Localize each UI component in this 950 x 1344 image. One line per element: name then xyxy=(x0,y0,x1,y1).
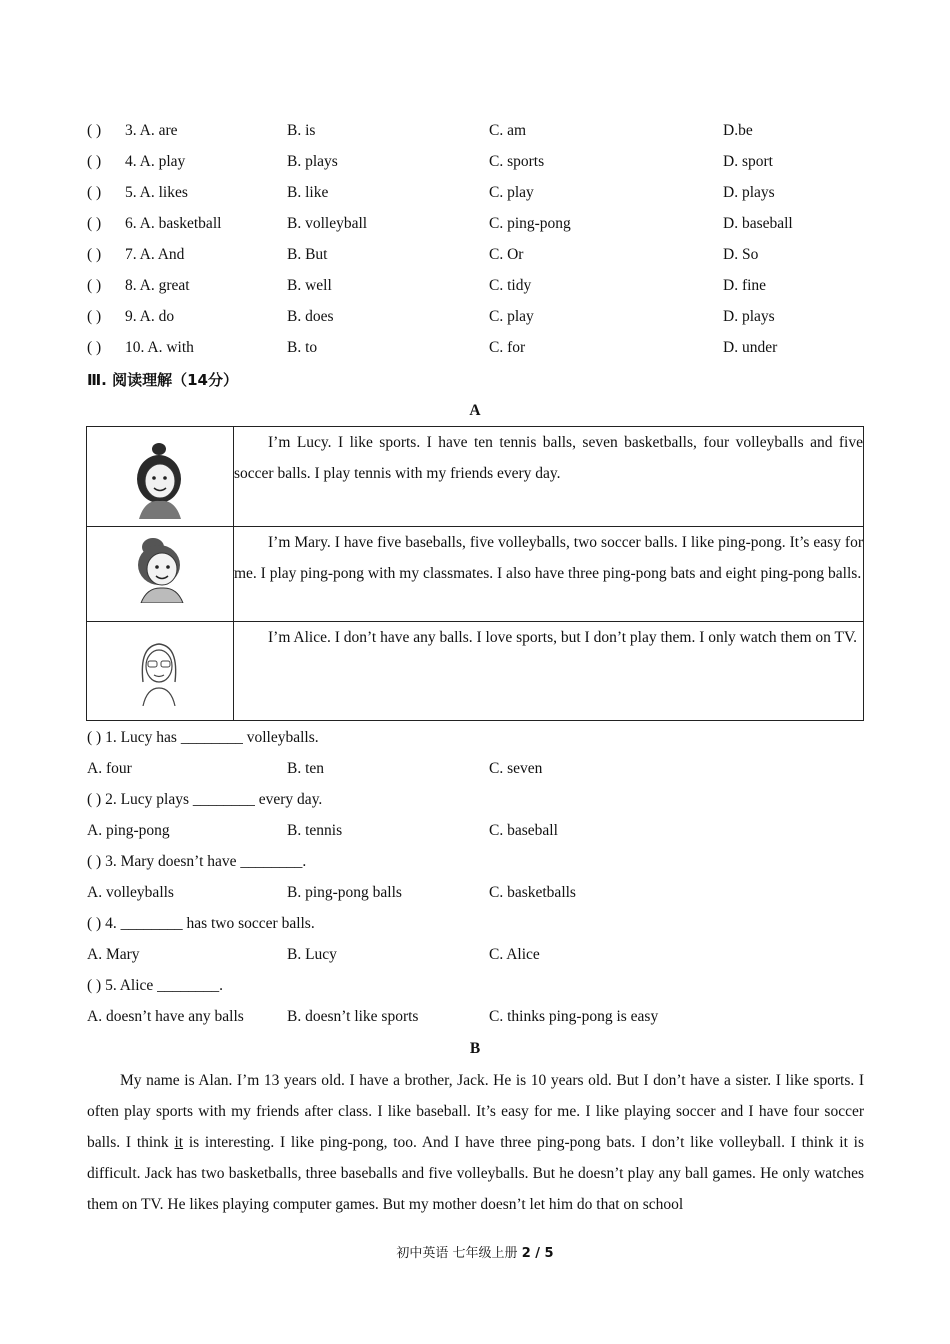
option-b: B. Lucy xyxy=(287,946,337,963)
option-b: B. like xyxy=(287,184,329,201)
passage-b-part1: My name is Alan. I’m 13 years old. I have a brother, Jack. He is 10 years old. But I don’t have a sister. I like sports. I often play sports with my friends after class. I like baseball. It’s easy for me. I like playing soccer and I have four soccer balls. I think xyxy=(87,1072,864,1151)
question-stem: ( ) 4. ________ has two soccer balls. xyxy=(87,915,315,932)
option-a: 8. A. great xyxy=(125,277,190,294)
table-row xyxy=(87,427,864,527)
option-a: 7. A. And xyxy=(125,246,185,263)
option-d: D. sport xyxy=(723,153,773,170)
section-title: Ⅲ. 阅读理解（14分） xyxy=(87,371,238,389)
option-c: C. thinks ping-pong is easy xyxy=(489,1008,659,1025)
lucy-text: I’m Lucy. I like sports. I have ten tennis balls, seven basketballs, four volleyballs and five soccer balls. I play tennis with my friends every day. xyxy=(234,427,864,527)
option-b: B. well xyxy=(287,277,332,294)
option-a: A. volleyballs xyxy=(87,884,174,901)
option-c: C. seven xyxy=(489,760,543,777)
question-options xyxy=(87,758,867,780)
footer-label: 初中英语 七年级上册 xyxy=(396,1246,518,1261)
cloze-row xyxy=(87,151,867,173)
option-b: B. doesn’t like sports xyxy=(287,1008,419,1025)
option-c: C. ping-pong xyxy=(489,215,571,232)
option-b: B. to xyxy=(287,339,318,356)
option-a: A. doesn’t have any balls xyxy=(87,1008,244,1025)
passage-b-title: B xyxy=(469,1040,481,1057)
question-options xyxy=(87,820,867,842)
option-a: 10. A. with xyxy=(125,339,194,356)
option-b: B. But xyxy=(287,246,328,263)
underlined-word: it xyxy=(174,1134,184,1151)
option-a: A. four xyxy=(87,760,132,777)
cloze-row xyxy=(87,244,867,266)
question-stem: ( ) 2. Lucy plays ________ every day. xyxy=(87,791,323,808)
question-options xyxy=(87,882,867,904)
page-footer xyxy=(0,1244,950,1264)
option-a: 5. A. likes xyxy=(125,184,188,201)
option-d: D. fine xyxy=(723,277,767,294)
mary-text: I’m Mary. I have five baseballs, five volleyballs, two soccer balls. I like ping-pong. It’s easy for me. I play ping-pong with my classmates. I also have three ping-pong bats and eight ping-pong balls. xyxy=(234,527,864,622)
question-options xyxy=(87,1006,867,1028)
option-a: A. Mary xyxy=(87,946,140,963)
page-number: 2 / 5 xyxy=(521,1246,554,1261)
cloze-row xyxy=(87,337,867,359)
option-c: C. sports xyxy=(489,153,545,170)
option-a: 3. A. are xyxy=(125,122,178,139)
option-d: D.be xyxy=(723,122,753,139)
option-c: C. play xyxy=(489,308,534,325)
cloze-row xyxy=(87,182,867,204)
cloze-row xyxy=(87,213,867,235)
passage-b-text xyxy=(87,1065,864,1220)
answer-blank: ( ) xyxy=(87,308,102,325)
answer-blank: ( ) xyxy=(87,339,102,356)
mary-picture-cell xyxy=(87,527,234,622)
table-row xyxy=(87,622,864,721)
lucy-portrait-icon xyxy=(125,435,195,519)
option-d: D. plays xyxy=(723,308,775,325)
option-b: B. is xyxy=(287,122,316,139)
alice-text: I’m Alice. I don’t have any balls. I love sports, but I don’t play them. I only watch them on TV. xyxy=(234,622,864,721)
cloze-row xyxy=(87,120,867,142)
option-c: C. for xyxy=(489,339,526,356)
option-d: D. under xyxy=(723,339,778,356)
passage-a-table xyxy=(86,426,864,721)
passage-a-title: A xyxy=(469,402,481,419)
option-b: B. plays xyxy=(287,153,338,170)
option-c: C. baseball xyxy=(489,822,558,839)
option-b: B. ping-pong balls xyxy=(287,884,402,901)
option-b: B. does xyxy=(287,308,334,325)
option-a: 4. A. play xyxy=(125,153,186,170)
option-b: B. ten xyxy=(287,760,325,777)
answer-blank: ( ) xyxy=(87,153,102,170)
option-c: C. Or xyxy=(489,246,524,263)
option-d: D. plays xyxy=(723,184,775,201)
cloze-row xyxy=(87,306,867,328)
answer-blank: ( ) xyxy=(87,277,102,294)
question-stem: ( ) 3. Mary doesn’t have ________. xyxy=(87,853,307,870)
table-row xyxy=(87,527,864,622)
option-c: C. basketballs xyxy=(489,884,576,901)
mary-portrait-icon xyxy=(125,533,195,603)
alice-portrait-icon xyxy=(131,636,187,706)
alice-picture-cell xyxy=(87,622,234,721)
option-d: D. So xyxy=(723,246,759,263)
option-a: 9. A. do xyxy=(125,308,175,325)
option-b: B. volleyball xyxy=(287,215,368,232)
answer-blank: ( ) xyxy=(87,184,102,201)
answer-blank: ( ) xyxy=(87,122,102,139)
option-c: C. Alice xyxy=(489,946,540,963)
option-c: C. play xyxy=(489,184,534,201)
answer-blank: ( ) xyxy=(87,246,102,263)
option-c: C. tidy xyxy=(489,277,532,294)
question-stem: ( ) 5. Alice ________. xyxy=(87,977,224,994)
option-a: A. ping-pong xyxy=(87,822,170,839)
question-options xyxy=(87,944,867,966)
cloze-row xyxy=(87,275,867,297)
passage-b-part2: is interesting. I like ping-pong, too. And I have three ping-pong bats. I don’t like volleyball. I think it is difficult. Jack has two basketballs, three baseballs and five volleyballs. But he doesn’t play any ball games. He only watches them on TV. He likes playing computer games. But my mother doesn’t let him do that on school xyxy=(87,1134,864,1213)
option-d: D. baseball xyxy=(723,215,793,232)
lucy-picture-cell xyxy=(87,427,234,527)
option-c: C. am xyxy=(489,122,527,139)
answer-blank: ( ) xyxy=(87,215,102,232)
option-a: 6. A. basketball xyxy=(125,215,222,232)
question-stem: ( ) 1. Lucy has ________ volleyballs. xyxy=(87,729,319,746)
option-b: B. tennis xyxy=(287,822,343,839)
